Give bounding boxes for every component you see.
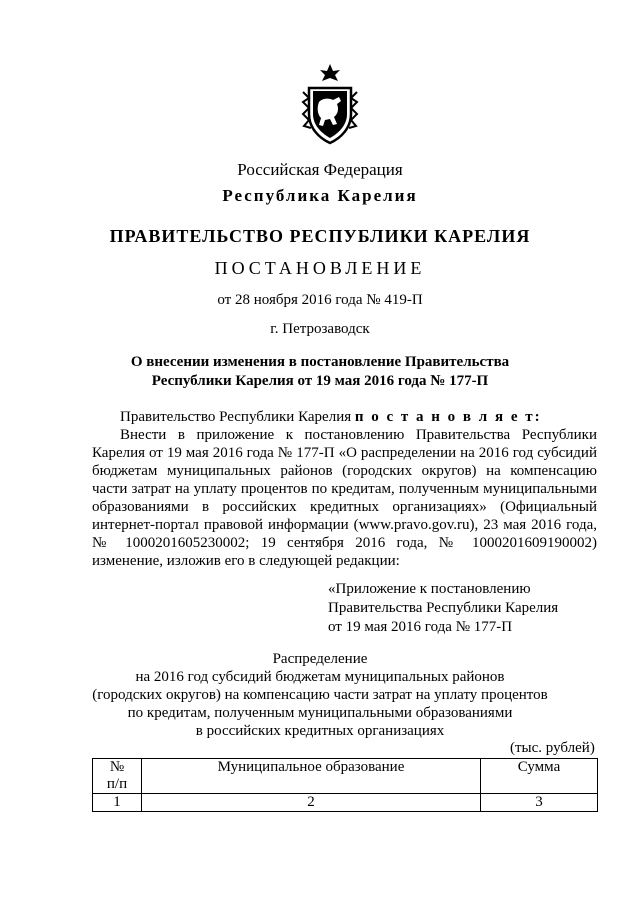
distribution-line-4: в российских кредитных организациях [195,723,445,739]
units-label: (тыс. рублей) [510,740,595,756]
government-title: ПРАВИТЕЛЬСТВО РЕСПУБЛИКИ КАРЕЛИЯ [109,226,531,246]
republic-name: Республика Карелия [222,186,418,205]
document-subject [0,353,640,391]
distribution-line-3: по кредитам, полученным муниципальными образованиями [127,705,513,721]
subject-line-2: Республики Карелия от 19 мая 2016 года № 177-П [151,373,489,389]
decree-intro-text: Правительство Республики Карелия [120,409,355,425]
distribution-heading [0,650,640,740]
appendix-line-1: «Приложение к постановлению [328,581,531,597]
table-header-number: № п/п [93,759,142,794]
appendix-reference [328,580,558,637]
decree-verb: п о с т а н о в л я е т: [354,409,542,425]
table-header-row [93,759,598,794]
distribution-line-2: (городских округов) на компенсацию части затрат на уплату процентов [92,687,548,703]
document-body [92,408,597,570]
table-header-municipality: Муниципальное образование [142,759,481,794]
table-row [93,794,598,812]
document-type: ПОСТАНОВЛЕНИЕ [214,258,426,278]
table-cell: 3 [481,794,598,812]
table-header-amount: Сумма [481,759,598,794]
distribution-table [92,758,598,812]
federation-name: Российская Федерация [237,160,403,179]
document-date: от 28 ноября 2016 года № 419-П [217,292,423,308]
karelia-coat-of-arms-icon [299,62,361,146]
city-name: г. Петрозаводск [270,321,370,337]
distribution-line-1: на 2016 год субсидий бюджетам муниципальных районов [135,669,505,685]
decree-paragraph: Внести в приложение к постановлению Правительства Республики Карелия от 19 мая 2016 года № 177-П «О распределении на 2016 год субсидий бюджетам муниципальных районов (городских округов) на компенсацию части затрат на уплату процентов по кредитам, полученным муниципальными образованиями в российских кредитных организациях» (Официальный интернет-портал правовой информации (www.pravo.gov.ru), 23 мая 2016 года, № 1000201605230002; 19 сентября 2016 года, № 1000201609190002) изменение, изложив его в следующей редакции: [92,427,597,569]
appendix-line-3: от 19 мая 2016 года № 177-П [328,619,513,635]
appendix-line-2: Правительства Республики Карелия [328,600,559,616]
decree-intro [92,408,597,426]
table-cell: 1 [93,794,142,812]
subject-line-1: О внесении изменения в постановление Правительства [130,354,510,370]
distribution-title: Распределение [272,651,368,667]
table-cell: 2 [142,794,481,812]
